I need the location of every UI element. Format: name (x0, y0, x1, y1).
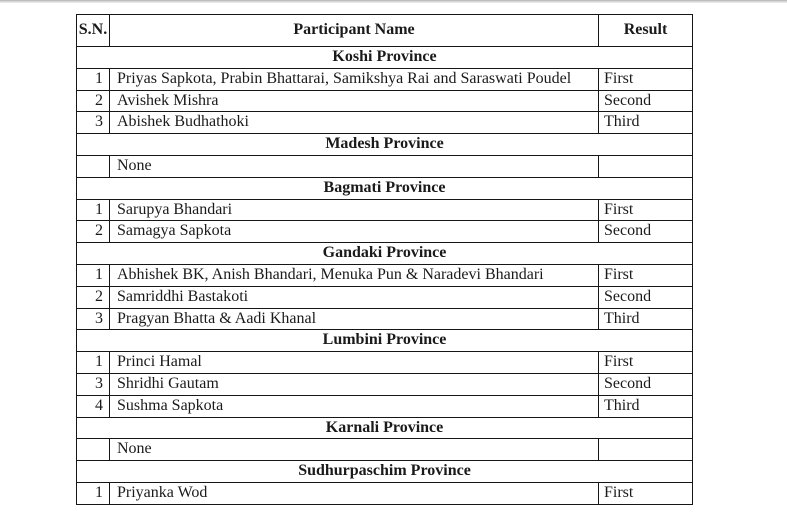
participant-row (77, 286, 693, 308)
province-row (77, 417, 693, 439)
sn-cell: 3 (77, 373, 110, 395)
participant-name-cell: Abishek Budhathoki (110, 112, 599, 134)
participant-row (77, 155, 693, 177)
participant-name-cell: Avishek Mishra (110, 90, 599, 112)
result-cell: Second (599, 373, 693, 395)
province-row (77, 461, 693, 483)
participant-row (77, 439, 693, 461)
participant-name-cell: Sushma Sapkota (110, 395, 599, 417)
result-cell: Third (599, 112, 693, 134)
header-row (77, 15, 693, 47)
sn-cell: 1 (77, 199, 110, 221)
participant-name-cell: Princi Hamal (110, 352, 599, 374)
province-row (77, 243, 693, 265)
participant-row (77, 199, 693, 221)
participant-name-cell: Priyas Sapkota, Prabin Bhattarai, Samikshya Rai and Saraswati Poudel (110, 68, 599, 90)
column-header-sn: S.N. (77, 15, 110, 47)
sn-cell: 3 (77, 308, 110, 330)
province-title: Sudhurpaschim Province (77, 461, 693, 483)
province-title: Koshi Province (77, 47, 693, 69)
participant-name-cell: Shridhi Gautam (110, 373, 599, 395)
province-row (77, 134, 693, 156)
participant-name-cell: Samagya Sapkota (110, 221, 599, 243)
result-cell (599, 155, 693, 177)
table-header (77, 15, 693, 47)
participant-row (77, 221, 693, 243)
participant-name-cell: Priyanka Wod (110, 482, 599, 504)
participant-row (77, 482, 693, 504)
participant-name-cell: Pragyan Bhatta & Aadi Khanal (110, 308, 599, 330)
participants-results-table (76, 14, 693, 505)
province-title: Karnali Province (77, 417, 693, 439)
participant-row (77, 308, 693, 330)
result-cell (599, 439, 693, 461)
column-header-participant-name: Participant Name (110, 15, 599, 47)
sn-cell: 1 (77, 264, 110, 286)
participant-row (77, 264, 693, 286)
sn-cell: 1 (77, 482, 110, 504)
sn-cell: 2 (77, 286, 110, 308)
result-cell: First (599, 352, 693, 374)
province-row (77, 47, 693, 69)
result-cell: Second (599, 286, 693, 308)
sn-cell: 4 (77, 395, 110, 417)
province-row (77, 330, 693, 352)
page-top-edge (0, 0, 787, 3)
participant-row (77, 352, 693, 374)
result-cell: Second (599, 221, 693, 243)
result-cell: Second (599, 90, 693, 112)
sn-cell: 2 (77, 90, 110, 112)
province-row (77, 177, 693, 199)
column-header-result: Result (599, 15, 693, 47)
result-cell: Third (599, 308, 693, 330)
participant-row (77, 373, 693, 395)
sn-cell: 2 (77, 221, 110, 243)
result-cell: First (599, 68, 693, 90)
province-title: Madesh Province (77, 134, 693, 156)
sn-cell: 1 (77, 352, 110, 374)
participant-row (77, 68, 693, 90)
province-title: Bagmati Province (77, 177, 693, 199)
participant-name-cell: Sarupya Bhandari (110, 199, 599, 221)
participant-row (77, 395, 693, 417)
sn-cell (77, 439, 110, 461)
participant-row (77, 90, 693, 112)
table-body (77, 47, 693, 505)
participant-name-cell: Samriddhi Bastakoti (110, 286, 599, 308)
sn-cell (77, 155, 110, 177)
result-cell: Third (599, 395, 693, 417)
sn-cell: 1 (77, 68, 110, 90)
participant-row (77, 112, 693, 134)
province-title: Lumbini Province (77, 330, 693, 352)
sn-cell: 3 (77, 112, 110, 134)
result-cell: First (599, 199, 693, 221)
result-cell: First (599, 264, 693, 286)
province-title: Gandaki Province (77, 243, 693, 265)
participant-name-cell: None (110, 155, 599, 177)
participant-name-cell: None (110, 439, 599, 461)
result-cell: First (599, 482, 693, 504)
participant-name-cell: Abhishek BK, Anish Bhandari, Menuka Pun & Naradevi Bhandari (110, 264, 599, 286)
